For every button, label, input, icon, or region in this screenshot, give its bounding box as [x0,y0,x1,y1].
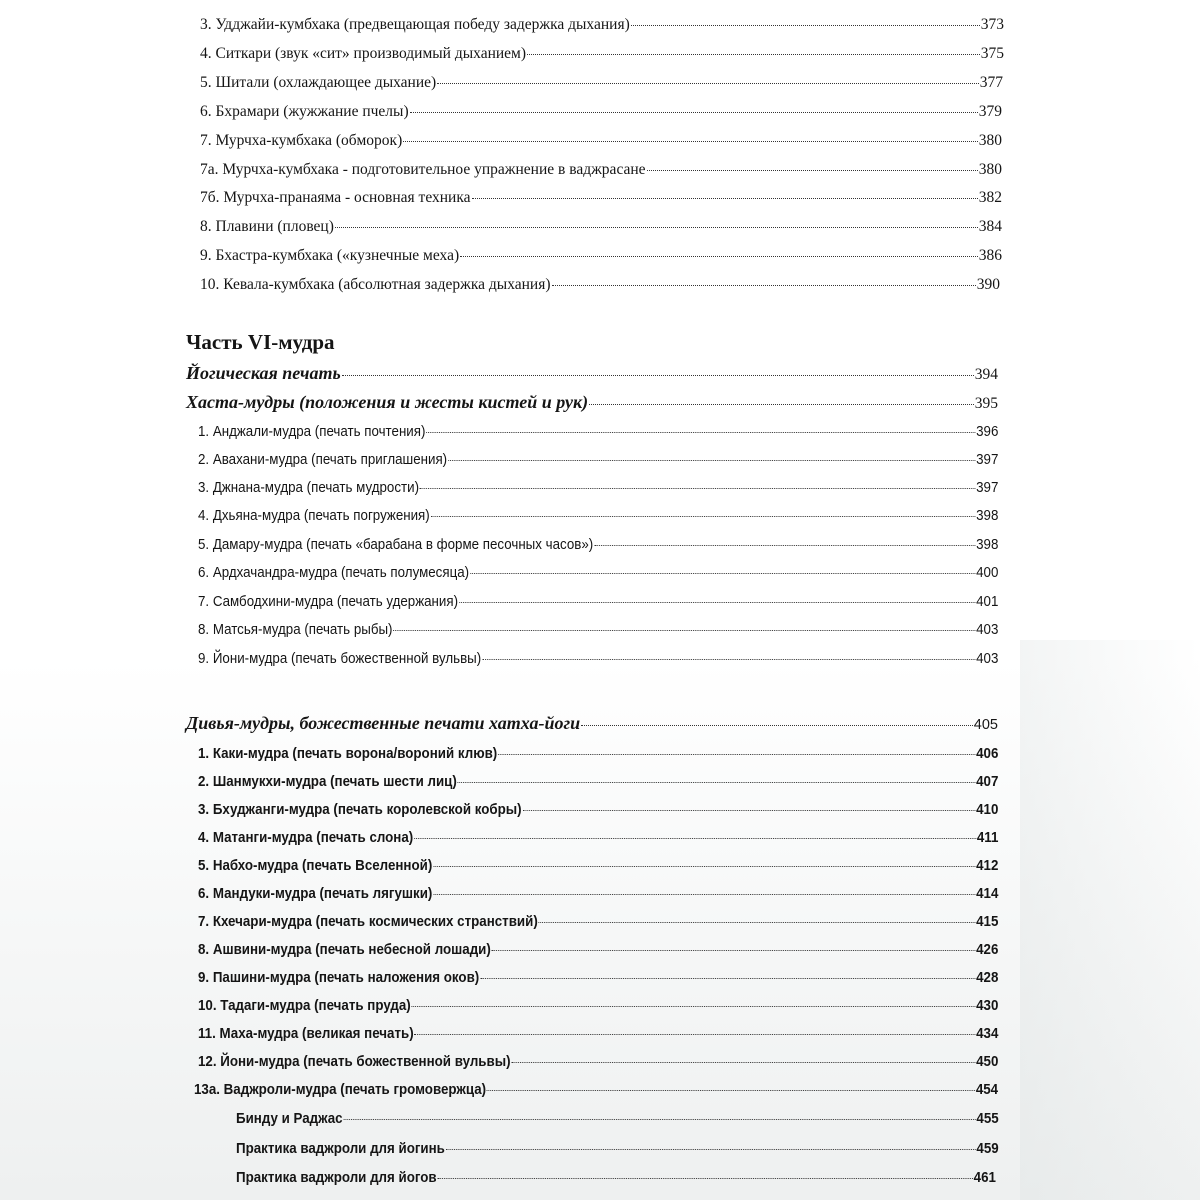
dot-leader [344,1119,976,1120]
toc-entry-label: 1. Каки-мудра (печать ворона/вороний клюв) [198,746,498,762]
toc-entry-label: 7б. Мурчха-пранаяма - основная техника [200,189,471,206]
dot-leader [448,460,975,461]
toc-entry-page: 414 [976,886,999,902]
toc-entry[interactable] [200,74,1003,100]
toc-entry-label: 1. Анджали-мудра (печать почтения) [198,424,426,440]
toc-entry[interactable] [198,565,998,591]
toc-entry-label: 9. Пашини-мудра (печать наложения оков) [198,970,480,986]
toc-section-page: 394 [974,366,998,383]
toc-entry[interactable] [198,1026,998,1052]
toc-entry-label: 6. Бхрамари (жужжание пчелы) [200,103,409,120]
toc-entry-page: 386 [978,247,1002,264]
toc-entry-page: 454 [975,1082,999,1098]
dot-leader [342,375,974,376]
toc-entry-page: 410 [976,802,999,818]
dot-leader [487,1090,975,1091]
toc-entry-page: 450 [976,1054,999,1070]
toc-entry[interactable] [198,424,998,450]
dot-leader [470,573,975,574]
toc-entry-label: 12. Йони-мудра (печать божественной вульвы) [198,1054,511,1070]
toc-subentry-label: Практика ваджроли для йогинь [236,1141,445,1157]
toc-entry-label: 4. Дхьяна-мудра (печать погружения) [198,508,430,524]
toc-entry-page: 377 [979,74,1003,91]
toc-entry-label: 8. Ашвини-мудра (печать небесной лошади) [198,942,491,958]
toc-entry-label: 8. Матсья-мудра (печать рыбы) [198,622,393,638]
toc-entry-page: 403 [976,622,999,638]
toc-subentry[interactable] [236,1141,999,1167]
toc-section-divya-mudras[interactable] [186,713,998,739]
toc-entry[interactable] [198,622,998,648]
toc-entry[interactable] [198,746,998,772]
dot-leader [647,170,978,171]
toc-entry-page: 384 [978,218,1002,235]
toc-entry[interactable] [198,1054,998,1080]
dot-leader [527,54,980,55]
toc-entry-page: 375 [980,45,1004,62]
part-title: Часть VI-мудра [186,330,335,354]
toc-entry-label: 4. Ситкари (звук «сит» производимый дыханием) [200,45,527,62]
toc-entry-label: 9. Бхастра-кумбхака («кузнечные меха) [200,247,460,264]
dot-leader [552,285,976,286]
toc-entry-label: 5. Дамару-мудра (печать «барабана в форме песочных часов») [198,537,594,553]
toc-entry-label: 3. Бхуджанги-мудра (печать королевской кобры) [198,802,522,818]
toc-entry-label: 3. Удджайи-кумбхака (предвещающая победу задержка дыхания) [200,16,630,33]
toc-entry-page: 390 [976,276,1000,293]
toc-entry-page: 415 [976,914,999,930]
toc-entry-page: 411 [976,830,999,846]
dot-leader [446,1149,976,1150]
toc-entry[interactable] [198,998,998,1024]
toc-subentry-page: 455 [976,1111,999,1127]
toc-entry-label: 10. Кевала-кумбхака (абсолютная задержка дыхания) [200,276,551,293]
dot-leader [410,112,978,113]
dot-leader [415,1034,976,1035]
toc-subentry[interactable] [236,1111,999,1137]
toc-entry[interactable] [198,802,998,828]
toc-section-label: Йогическая печать [186,363,341,383]
dot-leader [412,1006,976,1007]
dot-leader [414,838,976,839]
toc-entry-page: 406 [976,746,999,762]
dot-leader [393,630,975,631]
toc-entry-page: 380 [978,161,1002,178]
toc-section-page: 395 [974,395,998,412]
toc-entry[interactable] [198,537,998,563]
toc-section-page: 405 [973,717,998,733]
dot-leader [539,922,976,923]
dot-leader [438,1178,973,1179]
toc-entry[interactable] [198,508,998,534]
dot-leader [511,1062,975,1063]
toc-section-hasta-mudras[interactable] [186,392,998,418]
toc-section-label: Дивья-мудры, божественные печати хатха-йоги [186,713,581,733]
toc-subentry-label: Бинду и Раджас [236,1111,343,1127]
dot-leader [631,25,980,26]
toc-entry-label: 8. Плавини (пловец) [200,218,334,235]
toc-entry-label: 5. Набхо-мудра (печать Вселенной) [198,858,433,874]
toc-entry[interactable] [200,218,1002,244]
toc-entry[interactable] [198,942,998,968]
dot-leader [472,198,978,199]
toc-entry-label: 4. Матанги-мудра (печать слона) [198,830,414,846]
toc-entry-label: 3. Джнана-мудра (печать мудрости) [198,480,420,496]
toc-entry-page: 382 [978,189,1002,206]
toc-entry-label: 10. Тадаги-мудра (печать пруда) [198,998,411,1014]
toc-entry-page: 428 [976,970,999,986]
toc-entry-page: 373 [980,16,1004,33]
toc-entry-label: 11. Маха-мудра (великая печать) [198,1026,414,1042]
toc-entry-page: 401 [976,594,999,610]
dot-leader [482,659,975,660]
toc-entry-label: 7а. Мурчха-кумбхака - подготовительное упражнение в ваджрасане [200,161,646,178]
toc-entry[interactable] [198,914,998,940]
toc-entry-page: 397 [976,480,999,496]
dot-leader [335,227,978,228]
toc-entry-label: 6. Ардхачандра-мудра (печать полумесяца) [198,565,470,581]
toc-subentry-page: 459 [976,1141,999,1157]
dot-leader [437,83,979,84]
toc-entry-label: 7. Мурчха-кумбхака (обморок) [200,132,403,149]
toc-entry[interactable] [200,132,1002,158]
dot-leader [581,725,973,726]
dot-leader [458,782,975,783]
toc-entry-page: 400 [976,565,999,581]
toc-entry-page: 426 [976,942,999,958]
toc-entry[interactable] [198,970,998,996]
dot-leader [523,810,976,811]
toc-entry-label: 2. Шанмукхи-мудра (печать шести лиц) [198,774,457,790]
toc-entry-label: 7. Самбодхини-мудра (печать удержания) [198,594,459,610]
dot-leader [498,754,975,755]
toc-entry-label: 13а. Ваджроли-мудра (печать громовержца) [194,1082,487,1098]
toc-subentry[interactable] [236,1170,996,1196]
toc-entry-page: 398 [976,537,999,553]
toc-entry[interactable] [200,16,1004,42]
toc-entry[interactable] [200,276,1000,302]
toc-entry[interactable] [198,858,998,884]
toc-entry[interactable] [200,103,1002,129]
toc-entry[interactable] [200,189,1002,215]
dot-leader [589,404,974,405]
toc-entry-page: 379 [978,103,1002,120]
toc-entry[interactable] [200,247,1002,273]
toc-entry-page: 380 [978,132,1002,149]
toc-entry[interactable] [198,480,998,506]
toc-section-label: Хаста-мудры (положения и жесты кистей и рук) [186,392,589,412]
toc-entry-label: 2. Авахани-мудра (печать приглашения) [198,452,448,468]
toc-entry-label: 5. Шитали (охлаждающее дыхание) [200,74,437,91]
dot-leader [433,866,975,867]
dot-leader [594,545,975,546]
toc-entry[interactable] [198,594,998,620]
toc-entry-page: 430 [976,998,999,1014]
toc-entry-page: 434 [976,1026,999,1042]
toc-entry-label: 7. Кхечари-мудра (печать космических странствий) [198,914,538,930]
toc-entry-page: 403 [976,651,999,667]
dot-leader [403,141,978,142]
toc-entry[interactable] [198,774,998,800]
toc-subentry-page: 461 [973,1170,996,1186]
toc-entry[interactable] [200,161,1002,187]
toc-entry-page: 412 [976,858,999,874]
dot-leader [420,488,975,489]
toc-entry[interactable] [194,1082,998,1108]
dot-leader [480,978,975,979]
dot-leader [433,894,975,895]
dot-leader [426,432,975,433]
dot-leader [431,516,976,517]
toc-entry[interactable] [198,830,998,856]
toc-entry[interactable] [200,45,1004,71]
toc-entry-page: 398 [976,508,999,524]
toc-entry-label: 9. Йони-мудра (печать божественной вульвы) [198,651,482,667]
toc-subentry-label: Практика ваджроли для йогов [236,1170,437,1186]
toc-entry[interactable] [198,452,998,478]
toc-entry[interactable] [198,651,998,677]
toc-entry[interactable] [198,886,998,912]
dot-leader [460,256,978,257]
toc-entry-page: 397 [976,452,999,468]
toc-entry-page: 407 [976,774,999,790]
dot-leader [459,602,975,603]
toc-entry-label: 6. Мандуки-мудра (печать лягушки) [198,886,433,902]
toc-section-yogic-seal[interactable] [186,363,998,389]
dot-leader [492,950,975,951]
toc-entry-page: 396 [976,424,999,440]
